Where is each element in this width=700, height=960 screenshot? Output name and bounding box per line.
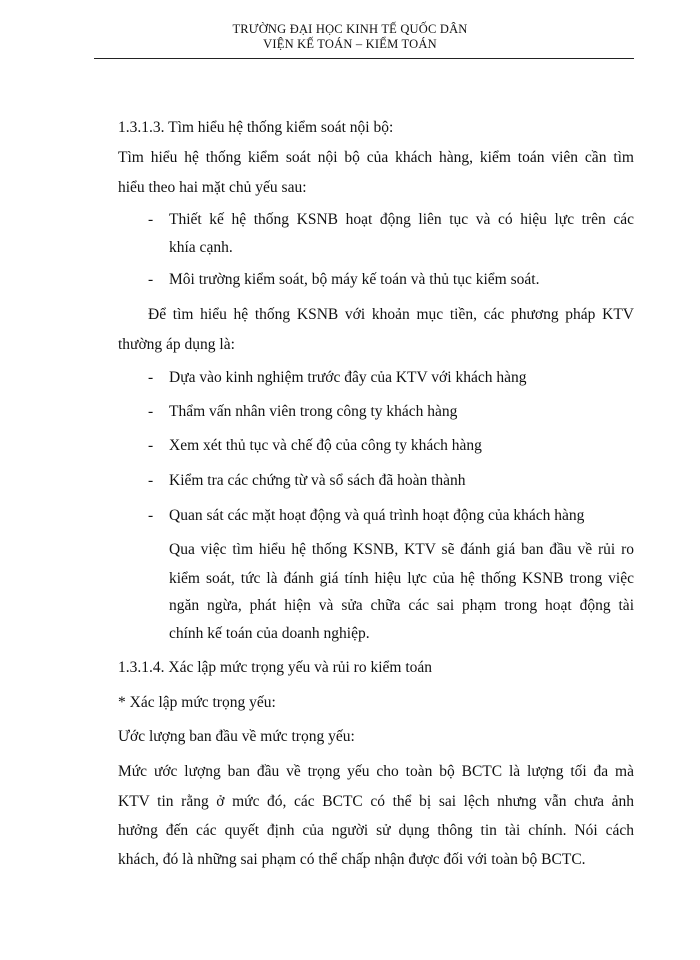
list-item: Thẩm vấn nhân viên trong công ty khách hàng bbox=[169, 403, 458, 420]
bullet-dash: - bbox=[148, 507, 154, 524]
paragraph-line: chính kế toán của doanh nghiệp. bbox=[169, 625, 370, 642]
paragraph-line: khách, đó là những sai phạm có thể chấp nhận được đối với toàn bộ BCTC. bbox=[118, 851, 586, 868]
bullet-dash: - bbox=[148, 472, 154, 489]
paragraph-line: Mức ước lượng ban đầu về trọng yếu cho toàn bộ BCTC là lượng tối đa mà bbox=[118, 763, 634, 780]
paragraph-line: hưởng đến các quyết định của người sử dụng thông tin tài chính. Nói cách bbox=[118, 822, 634, 839]
bullet-dash: - bbox=[148, 369, 154, 386]
paragraph-line: hiểu theo hai mặt chủ yếu sau: bbox=[118, 179, 307, 196]
paragraph-line: thường áp dụng là: bbox=[118, 336, 235, 353]
list-item: Xem xét thủ tục và chế độ của công ty khách hàng bbox=[169, 437, 482, 454]
university-name: TRƯỜNG ĐẠI HỌC KINH TẾ QUỐC DÂN bbox=[232, 22, 468, 36]
list-item: Quan sát các mặt hoạt động và quá trình hoạt động của khách hàng bbox=[169, 507, 585, 524]
list-item: Thiết kế hệ thống KSNB hoạt động liên tục và có hiệu lực trên các bbox=[169, 211, 634, 228]
subheading: Ước lượng ban đầu về mức trọng yếu: bbox=[118, 728, 355, 745]
bullet-dash: - bbox=[148, 271, 154, 288]
list-item: Dựa vào kinh nghiệm trước đây của KTV với khách hàng bbox=[169, 369, 527, 386]
paragraph-line: ngăn ngừa, phát hiện và sửa chữa các sai phạm trong hoạt động tài bbox=[169, 597, 634, 614]
paragraph-line: Để tìm hiểu hệ thống KSNB với khoản mục tiền, các phương pháp KTV bbox=[148, 306, 634, 323]
list-item-continuation: khía cạnh. bbox=[169, 239, 233, 256]
section-heading: 1.3.1.3. Tìm hiểu hệ thống kiểm soát nội bộ: bbox=[118, 119, 394, 136]
paragraph-line: KTV tin rằng ở mức đó, các BCTC có thể bị sai lệch nhưng vẫn chưa ảnh bbox=[118, 793, 634, 810]
subheading: * Xác lập mức trọng yếu: bbox=[118, 694, 276, 711]
bullet-dash: - bbox=[148, 403, 154, 420]
list-item: Môi trường kiểm soát, bộ máy kế toán và thủ tục kiểm soát. bbox=[169, 271, 540, 288]
paragraph-line: kiểm soát, tức là đánh giá tính hiệu lực của hệ thống KSNB trong việc bbox=[169, 570, 634, 587]
bullet-dash: - bbox=[148, 437, 154, 454]
list-item: Kiểm tra các chứng từ và sổ sách đã hoàn thành bbox=[169, 472, 466, 489]
paragraph-line: Tìm hiểu hệ thống kiểm soát nội bộ của khách hàng, kiểm toán viên cần tìm bbox=[118, 149, 634, 166]
section-heading: 1.3.1.4. Xác lập mức trọng yếu và rủi ro kiểm toán bbox=[118, 659, 433, 676]
institute-name: VIỆN KẾ TOÁN – KIỂM TOÁN bbox=[263, 37, 437, 51]
header-divider bbox=[94, 58, 634, 59]
paragraph-line: Qua việc tìm hiểu hệ thống KSNB, KTV sẽ đánh giá ban đầu về rủi ro bbox=[169, 541, 634, 558]
page-header bbox=[0, 22, 700, 52]
bullet-dash: - bbox=[148, 211, 154, 228]
